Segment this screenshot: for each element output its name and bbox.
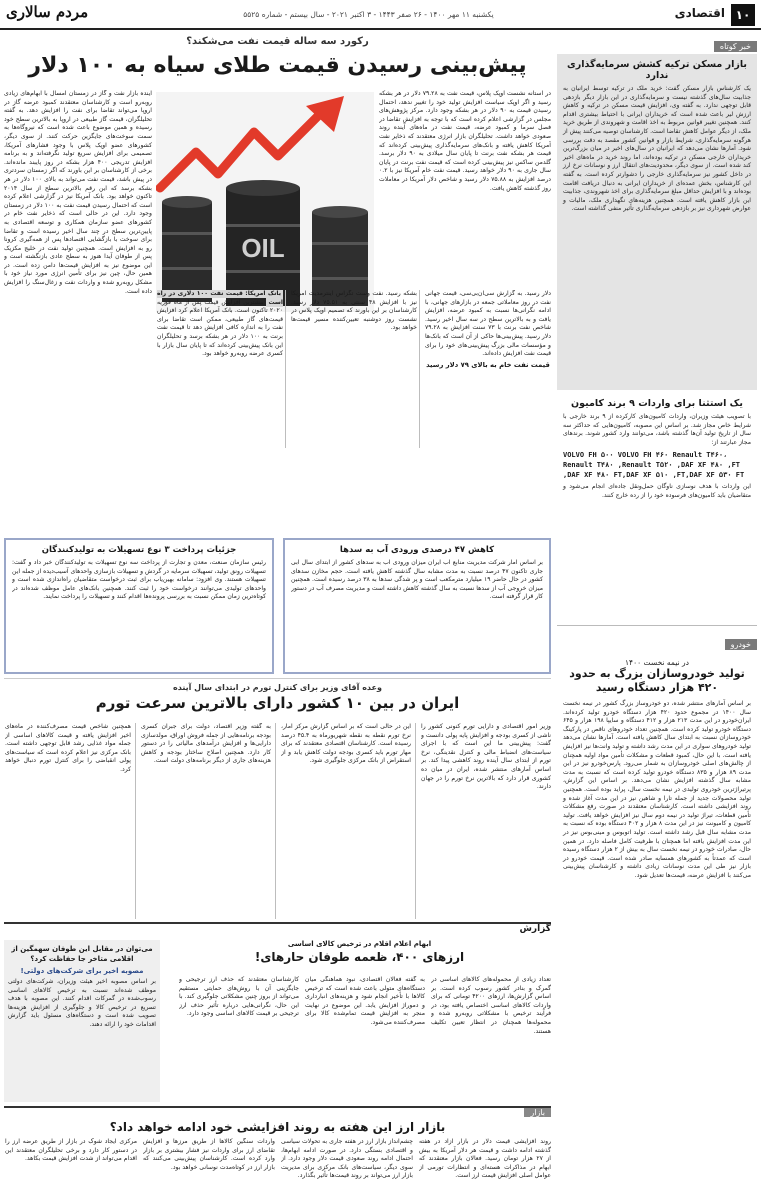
inflation-col-4: همچنین شاخص قیمت مصرف‌کننده در ماه‌های اخیر افزایش یافته و قیمت کالاهای اساسی از جمله مواد غذایی رشد قابل توجهی داشته است. بانک مرکزی نیز اعلام کرده است که سیاست‌های پولی انقباضی را برای کنترل تورم دنبال خواهد کرد. — [5, 723, 131, 773]
sidebar-truck-box — [557, 390, 757, 626]
report-col-3: کارشناسان معتقدند که حذف ارز ترجیحی و جایگزینی آن با روش‌های حمایتی مستقیم می‌تواند از بروز چنین مشکلاتی جلوگیری کند. با این حال، نگرانی‌هایی درباره تأثیر حذف ارز ترجیحی بر قیمت کالاهای اساسی وجود دارد. — [179, 976, 299, 1018]
bazaar-col-2: چشم‌انداز بازار ارز در هفته جاری به تحولات سیاسی و اقتصادی بستگی دارد. در صورت ادامه ابهام‌ها، احتمال ادامه روند صعودی قیمت دلار وجود دارد. از سوی دیگر، سیاست‌های بانک مرکزی برای مدیریت بازار ارز می‌تواند بر روند قیمت‌ها تأثیر بگذارد. — [281, 1138, 413, 1180]
bazaar-tag: بازار — [524, 1108, 551, 1117]
bazaar-col-1: روند افزایشی قیمت دلار در بازار آزاد در هفته گذشته ادامه داشت و قیمت هر دلار آمریکا به بیش از ۲۷ هزار تومان رسید. فعالان بازار معتقدند که ابهام در مذاکرات هسته‌ای و انتظارات تورمی از عوامل اصلی افزایش قیمت ارز است. — [419, 1138, 551, 1180]
lead-headline: پیش‌بینی رسیدن قیمت طلای سیاه به ۱۰۰ دلار — [28, 53, 527, 78]
inflation-columns — [4, 723, 551, 919]
truck-model-list: VOLVO FH ۵۰۰ VOLVO FH ۴۶۰ Renault T۴۶۰، Renault T۴۸۰ ,Renault T۵۲۰ ,DAF XF ۴۸۰ ,FT ,DAF XF ۴۸۰ FT,DAF XF ۵۱۰ ,FT,DAF XF ۵۳۰ FT — [563, 451, 745, 480]
report-headline: ارزهای ۴۰۰، ظعمه طوفان حارهای! — [254, 950, 465, 964]
sidebar-tag: خبر کوتاه — [714, 41, 757, 52]
lead-lower-col-3 — [157, 290, 283, 448]
lead-subhead: قیمت نفت خام به بالای ۷۹ دلار رسید — [426, 360, 550, 369]
report-header — [4, 922, 551, 936]
bazaar-col-3: واردات سنگین کالاها از طریق مرزها و افزایش تقاضای ارز برای واردات نیز فشار بیشتری بر بازار وارد کرده است. کارشناسان پیش‌بینی می‌کنند که بازار ارز در کوتاه‌مدت نوسانی خواهد بود. — [143, 1138, 275, 1171]
report-sidebar-subhead: مصوبه اخیر برای شرکت‌های دولتی! — [20, 967, 144, 975]
sidebar-auto-title: تولید خودروسازان بزرگ به حدود ۴۲۰ هزار دستگاه رسید — [569, 667, 745, 694]
barrel-left-icon — [162, 196, 212, 302]
panel-facilities — [4, 538, 274, 674]
bazaar-col-4: مرکزی ایجاد شوک در بازار از طریق عرضه ارز را در دستور کار دارد و برخی تحلیلگران معتقدند این اقدام می‌تواند از شدت افزایش قیمت بکاهد. — [5, 1138, 137, 1163]
main-content — [4, 34, 551, 1195]
issue-line: یکشنبه ۱۱ مهر ۱۴۰۰ - ۲۶ صفر ۱۴۴۳ - ۳ اکتبر ۲۰۲۱ - سال بیستم - شماره ۵۵۲۵ — [243, 10, 494, 19]
bazaar-headline: بازار ارز این هفته به روند افزایشی خود ادامه خواهد داد؟ — [109, 1120, 446, 1134]
sidebar-box-text: یک کارشناس بازار مسکن گفت: خرید ملک در ترکیه توسط ایرانیان به جذابیت سال‌های گذشته نیست و سرمایه‌گذاری در این بازار دیگر بازدهی قابل توجهی ندارد. به گفته وی، افزایش قیمت مسکن در ترکیه و کاهش ارزش لیر باعث شده است که خریداران ایرانی با احتیاط بیشتری اقدام کنند. همچنین تغییر قوانین مربوط به اخذ اقامت و شهروندی از طریق خرید ملک، از دیگر عوامل کاهش تقاضا است. کارشناسان توصیه می‌کنند پیش از هرگونه سرمایه‌گذاری، شرایط بازار و قوانین کشور مقصد به دقت بررسی شود. آمارها نشان می‌دهد که ایرانیان در سال‌های اخیر در میان بزرگ‌ترین خریداران خارجی مسکن در ترکیه بوده‌اند، اما روند خرید در ماه‌های اخیر کند شده است. از سوی دیگر، محدودیت‌های انتقال ارز و نوسانات نرخ ارز در داخل کشور نیز سرمایه‌گذاری خارجی را دشوارتر کرده است. به گفته این کارشناس، بخش عمده‌ای از خریداران ایرانی به دنبال دریافت اقامت بوده‌اند و با افزایش حداقل مبلغ سرمایه‌گذاری برای اخذ شهروندی، جذابیت این بازار کاهش یافته است. همچنین هزینه‌های نگهداری ملک، مالیات و عوارض شهرداری نیز بر بازدهی سرمایه‌گذاری تأثیر منفی گذاشته است. — [563, 85, 751, 213]
sidebar-auto-box — [557, 652, 757, 1192]
oil-barrels-graphic — [156, 92, 374, 312]
report-story — [4, 940, 551, 1102]
lead-lower-col-1 — [425, 290, 551, 448]
inflation-col-2: این در حالی است که بر اساس گزارش مرکز آمار، نرخ تورم نقطه به نقطه شهریورماه به ۴۵.۴ درصد رسیده است. کارشناسان اقتصادی معتقدند که برای مهار تورم باید کسری بودجه دولت کاهش یابد و از استقراض از بانک مرکزی جلوگیری شود. — [281, 723, 411, 765]
barrel-label: OIL — [241, 233, 285, 263]
panel-facilities-body: رئیس سازمان صنعت، معدن و تجارت از پرداخت سه نوع تسهیلات به تولیدکنندگان خبر داد و گفت: تسهیلات رونق تولید، تسهیلات سرمایه در گردش و تسهیلات بازسازی واحدهای آسیب‌دیده از جمله این تسهیلات هستند. وی افزود: سامانه بهین‌یاب برای ثبت درخواست متقاضیان راه‌اندازی شده است و واحدهای تولیدی می‌توانند درخواست خود را ثبت کنند. همچنین بانک‌های عامل موظف شده‌اند در کوتاه‌ترین زمان ممکن نسبت به بررسی پرونده‌ها اقدام کنند و تسهیلات را پرداخت نمایند. — [12, 559, 266, 601]
sidebar-truck-title: یک استثنا برای واردات ۹ برند کامیون — [571, 398, 743, 409]
oil-barrels-illustration — [156, 92, 374, 312]
lead-column-left: آینده بازار نفت و گاز در زمستان امسال با ابهام‌های زیادی روبه‌رو است و کارشناسان معتقدند کمبود عرضه گاز در اروپا می‌تواند تقاضا برای نفت را افزایش دهد. به گفته تحلیلگران، قیمت گاز طبیعی در اروپا به بالاترین سطح خود رسیده و همین موضوع باعث شده است که نیروگاه‌ها به سمت سوخت‌های جایگزین حرکت کنند. از سوی دیگر، کشورهای عضو اوپک پلاس با وجود فشارهای آمریکا، تصمیمی برای افزایش سریع تولید نگرفته‌اند و به برنامه افزایش تدریجی ۴۰۰ هزار بشکه در روز پایبند مانده‌اند. برخی از کارشناسان بر این باورند که اگر زمستان سردتری در پیش باشد، قیمت نفت می‌تواند به بالای ۱۰۰ دلار در هر بشکه برسد که این رقم بالاترین سطح از سال ۲۰۱۴ تاکنون خواهد بود. بانک آمریکا نیز در گزارشی اعلام کرده است که احتمال رسیدن قیمت نفت به ۱۰۰ دلار در زمستان وجود دارد. این در حالی است که ذخایر نفت خام در کشورهای عضو سازمان همکاری و توسعه اقتصادی به پایین‌ترین سطح در چند سال اخیر رسیده است و تقاضا برای سوخت با بازگشایی اقتصادها پس از همه‌گیری کرونا رو به افزایش است. همچنین تولید نفت در خلیج مکزیک پس از طوفان آیدا هنوز به سطح عادی بازنگشته است و این موضوع نیز به افزایش قیمت‌ها دامن زده است. در همین حال، چین نیز برای تأمین انرژی مورد نیاز خود با مشکل روبه‌رو شده و واردات نفت و زغال‌سنگ را افزایش داده است. — [4, 90, 152, 295]
masthead — [0, 0, 761, 30]
lead-story — [4, 90, 551, 450]
report-sidebar-body: بر اساس مصوبه اخیر هیئت وزیران، شرکت‌های دولتی موظف شده‌اند نسبت به ترخیص کالاهای اساسی رسوب‌شده در گمرکات اقدام کنند. این مصوبه با هدف تسریع در ترخیص کالا و جلوگیری از افزایش هزینه‌ها تصویب شده است و دستگاه‌های مسئول باید گزارش اقدامات خود را ارائه دهند. — [8, 978, 156, 1028]
inflation-col-1: وزیر امور اقتصادی و دارایی تورم کنونی کشور را ناشی از کسری بودجه و افزایش پایه پولی دانست و گفت: پیش‌بینی ما این است که با اجرای سیاست‌های انضباط مالی و کنترل نقدینگی، نرخ تورم از ابتدای سال آینده روند کاهشی پیدا کند. بر اساس آمارهای منتشر شده، ایران در میان ده کشوری قرار دارد که بالاترین نرخ تورم را در جهان دارند. — [421, 723, 551, 791]
report-sidebar — [4, 940, 160, 1102]
lead-lower-text-1: دلار رسید. به گزارش سی‌ان‌بی‌سی، قیمت جهانی نفت در روز معاملاتی جمعه در بازارهای جهانی، با ادامه نگرانی‌ها نسبت به کمبود عرضه، افزایش یافت و به بالاترین سطح در سه سال اخیر رسید. شاخص نفت برنت با ۷۳ سنت افزایش به ۷۹.۲۸ دلار رسید. پیش‌بینی‌ها حاکی از آن است که بانک‌ها و مؤسسات مالی بزرگ پیش‌بینی‌های خود را برای قیمت نفت افزایش داده‌اند. — [425, 290, 551, 358]
bazaar-header — [4, 1106, 551, 1118]
section-name: اقتصادی — [674, 6, 725, 20]
sidebar-news-box — [557, 54, 757, 390]
report-tag: گزارش — [519, 924, 551, 934]
lead-column-right: در آستانه نشست اوپک پلاس، قیمت نفت به ۷۹.۲۸ دلار در هر بشکه رسید و اگر اوپک سیاست افزایش تولید خود را تغییر ندهد، احتمال رسیدن قیمت به ۹۰ دلار در هر بشکه وجود دارد. مرکز پژوهش‌های مجلس در گزارشی اعلام کرده است که با توجه به افزایش تقاضا در فصل سرما و کمبود عرضه، قیمت نفت در ماه‌های آینده روند صعودی خواهد داشت. تحلیلگران بازار انرژی معتقدند که ذخایر نفت آمریکا کاهش یافته و بانک‌های سرمایه‌گذاری پیش‌بینی کرده‌اند که قیمت هر بشکه نفت برنت تا پایان سال میلادی به ۹۰ دلار برسد. گلدمن ساکس نیز پیش‌بینی کرده است که قیمت نفت برنت در پایان سال جاری به ۹۰ دلار خواهد رسید. قیمت نفت خام آمریکا نیز با ۰.۲ درصد افزایش به ۷۵.۸۸ دلار رسید و شاخص دلار آمریکا در معاملات روز گذشته کاهش یافت. — [379, 90, 551, 192]
lead-lower-text-3: بیشترین افزایش قیمت پس از ماه فوریه ۲۰۲۰ تاکنون است. بانک آمریکا اعلام کرد افزایش قیمت‌های گاز طبیعی، ممکن است تقاضا برای نفت را به اندازه کافی افزایش دهد تا قیمت نفت برنت به ۱۰۰ دلار در هر بشکه برسد و تحلیلگران این بانک پیش‌بینی کرده‌اند که تا پایان سال بازار با کسری عرضه روبه‌رو خواهد بود. — [157, 298, 283, 358]
panel-dams — [283, 538, 551, 674]
lead-highlight: بانک آمریکا: قیمت نفت ۱۰۰ دلاری در راه است — [157, 290, 283, 306]
report-kicker: ابهام اعلام اقلام در ترخیص کالای اساسی — [287, 940, 432, 948]
inflation-headline: ایران در بین ۱۰ کشور دارای بالاترین سرعت تورم — [95, 694, 460, 712]
report-sidebar-title: می‌توان در مقابل این طوفان سهمگین از اقلامی متاخر جا حفاظت کرد؟ — [11, 945, 153, 963]
inflation-kicker: وعده آقای وزیر برای کنترل تورم در ابتدای سال آینده — [173, 683, 382, 692]
report-head-block — [168, 940, 551, 968]
sidebar-auto-kicker: در نیمه نخست ۱۴۰۰ — [625, 658, 689, 667]
panel-dams-body: بر اساس آمار شرکت مدیریت منابع آب ایران میزان ورودی آب به سدهای کشور از ابتدای سال آبی جاری تاکنون ۴۷ درصد نسبت به مدت مشابه سال گذشته کاهش یافته است. حجم مخازن سدهای کشور در حال حاضر ۱۹ میلیارد مترمکعب است و پر شدگی سدها به ۳۸ درصد رسیده است. همچنین میزان خروجی آب از سدها نسبت به سال گذشته کاهش داشته است و مدیریت مصرف آب در دستور کار قرار گرفته است. — [291, 559, 543, 601]
sidebar-box-title: بازار مسکن ترکیه کشش سرمایه‌گذاری ندارد — [567, 59, 747, 81]
panel-facilities-title: جزئیات پرداخت ۳ نوع تسهیلات به تولیدکنندگان — [41, 545, 237, 555]
lead-kicker: رکورد سه ساله قیمت نفت می‌شکند؟ — [186, 36, 369, 47]
report-col-2: به گفته فعالان اقتصادی، نبود هماهنگی میان دستگاه‌های متولی باعث شده است که ترخیص کالاها با تأخیر انجام شود و هزینه‌های انبارداری و دموراژ افزایش یابد. این موضوع در نهایت منجر به افزایش قیمت تمام‌شده کالا برای مصرف‌کننده می‌شود. — [305, 976, 425, 1026]
sidebar-truck-text: با تصویب هیئت وزیران، واردات کامیون‌های کارکرده از ۹ برند خارجی با شرایط خاص مجاز شد. بر اساس این مصوبه، کامیون‌هایی که حداکثر سه سال از تاریخ تولید آن‌ها گذشته باشد، می‌توانند وارد کشور شوند. برندهای مجاز عبارتند از: — [563, 413, 751, 446]
page-number: ۱۰ — [731, 4, 755, 26]
sidebar-truck-text-2: این واردات با هدف نوسازی ناوگان حمل‌ونقل جاده‌ای انجام می‌شود و متقاضیان باید کامیون‌های فرسوده خود را از رده خارج کنند. — [563, 483, 751, 499]
lead-lower-columns — [159, 290, 551, 448]
lead-lower-col-2: بشکه رسید. نفت وست تگزاس اینترمدیت آمریکا نیز با افزایش ۴۸ سنتی به ۷۵.۵۱ دلار رسید. کارشناسان بر این باورند که تصمیم اوپک پلاس در نشست روز دوشنبه تعیین‌کننده مسیر قیمت‌ها خواهد بود. — [291, 290, 417, 332]
barrel-center-icon — [226, 180, 300, 306]
inflation-story — [4, 678, 551, 918]
sidebar-tag-auto: خودرو — [725, 639, 757, 650]
panel-dams-title: کاهش ۴۷ درصدی ورودی آب به سدها — [339, 545, 495, 555]
newspaper-logo: مردم سالاری — [6, 3, 89, 21]
sidebar-auto-text: بر اساس آمارهای منتشر شده، دو خودروساز بزرگ کشور در نیمه نخست سال ۱۴۰۰ در مجموع حدود ۴۲۰ هزار دستگاه خودرو تولید کرده‌اند. ایران‌خودرو در این مدت ۲۱۳ هزار و ۴۱۲ دستگاه و سایپا ۱۹۸ هزار و ۶۴۵ دستگاه خودرو تولید کرده است. همچنین تعداد خودروهای ناقص در پارکینگ خودروسازان نسبت به ابتدای سال کاهش یافته است. آمارها نشان می‌دهد تولید خودروهای سواری در این مدت رشد داشته و تولید وانت‌ها نیز افزایش یافته است. با این حال، کمبود قطعات و مشکلات تأمین مواد اولیه همچنان از چالش‌های اصلی خودروسازان به شمار می‌رود. پارس‌خودرو نیز در این مدت ۸۹ هزار و ۸۳۵ دستگاه خودرو تولید کرده است که نسبت به مدت مشابه سال گذشته افزایش نشان می‌دهد. بر اساس این گزارش، پرتیراژترین خودروی تولیدی در نیمه نخست سال، پراید بوده است. همچنین تولید محصولات جدید از جمله تارا و شاهین نیز در این مدت آغاز شده و روند افزایشی داشته است. کارشناسان معتقدند در صورت رفع مشکلات تأمین قطعات، تیراژ تولید در نیمه دوم سال نیز افزایش خواهد یافت. تولید کامیون و کامیونت نیز در این مدت ۸ هزار و ۴۰۲ دستگاه بوده که نسبت به مدت مشابه سال قبل رشد داشته است. تولید اتوبوس و مینی‌بوس نیز در این مدت افزایش یافته اما همچنان با ظرفیت کامل فاصله دارد. در همین حال، صادرات خودرو در نیمه نخست سال به بیش از ۲ هزار دستگاه رسیده است که عمدتاً به کشورهای همسایه صادر شده است. قیمت خودرو در بازار نیز طی این مدت نوسانات زیادی داشته و کارشناسان پیش‌بینی می‌کنند با افزایش عرضه، قیمت‌ها تعدیل شود. — [563, 700, 752, 879]
report-col-1: تعداد زیادی از محموله‌های کالاهای اساسی در گمرک و بنادر کشور رسوب کرده است. بر اساس گزارش‌ها، ارزهای ۴۲۰۰ تومانی که برای واردات کالاهای اساسی اختصاص یافته بود، در فرآیند ترخیص با مشکلاتی روبه‌رو شده و محموله‌ها همچنان در انتظار تعیین تکلیف هستند. — [431, 976, 551, 1035]
boxed-panels — [4, 538, 551, 674]
sidebar — [557, 34, 757, 1195]
inflation-col-3: به گفته وزیر اقتصاد، دولت برای جبران کسری بودجه برنامه‌هایی از جمله فروش اوراق، مولدسازی دارایی‌ها و افزایش درآمدهای مالیاتی را در دستور کار دارد. همچنین اصلاح ساختار بودجه و کاهش هزینه‌های جاری از دیگر برنامه‌های دولت است. — [141, 723, 271, 765]
